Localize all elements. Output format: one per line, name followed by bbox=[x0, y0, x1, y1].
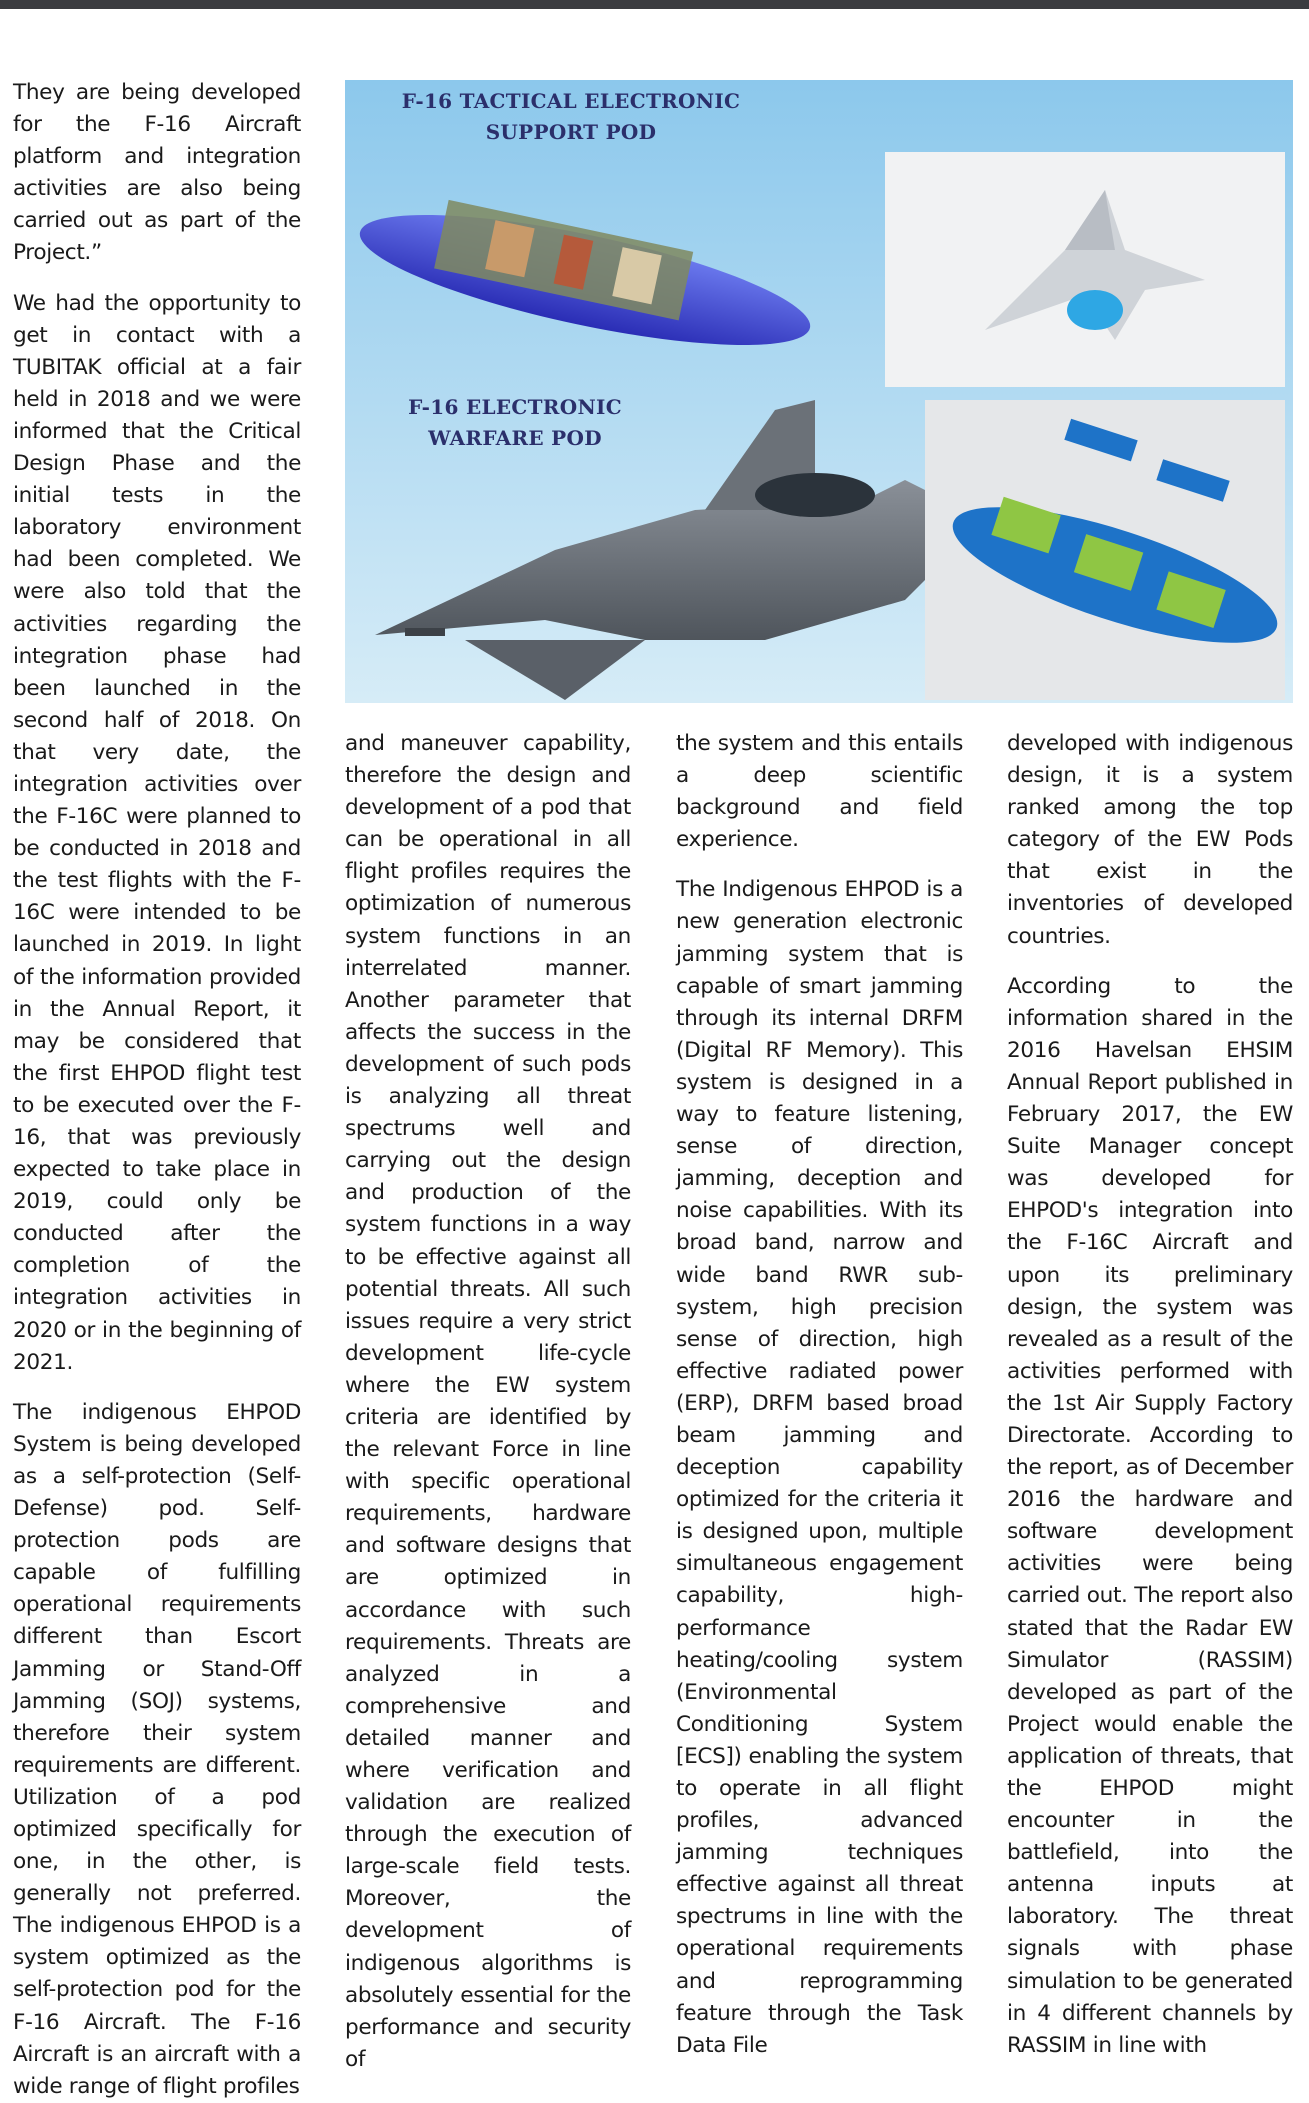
top-bar bbox=[0, 0, 1309, 9]
paragraph: developed with indigenous design, it is a system ranked among the top category of the EW Pods that exist in the inventories of developed countries. bbox=[1007, 731, 1293, 949]
text-column-3 bbox=[676, 728, 963, 2062]
text-column-2 bbox=[345, 728, 631, 2076]
paragraph: According to the information shared in the 2016 Havelsan EHSIM Annual Report published in February 2017, the EW Suite Manager concept was developed for EHPOD's integration into the F-16C Aircraft and upon its preliminary design, the system was revealed as a result of the activities performed with the 1st Air Supply Factory Directorate. According to the report, as of December 2016 the hardware and software development activities were being carried out. The report also stated that the Radar EW Simulator (RASSIM) developed as part of the Project would enable the application of threats, that the EHPOD might encounter in the battlefield, into the antenna inputs at laboratory. The threat signals with phase simulation to be generated in 4 different channels by RASSIM in line with bbox=[1007, 973, 1293, 2058]
text-column-4 bbox=[1007, 728, 1293, 2062]
ew-pod-figure bbox=[345, 80, 1293, 703]
paragraph: The indigenous EHPOD System is being developed as a self-protection (Self-Defense) pod. Self-protection pods are capable of fulfilling operational requirements different than Escort Jamming or Stand-Off Jamming (SOJ) systems, therefore their system requirements are different. Utilization of a pod optimized specifically for one, in the other, is generally not preferred. The indigenous EHPOD is a system optimized as the self-protection pod for the F-16 Aircraft. The F-16 Aircraft is an aircraft with a wide range of flight profiles bbox=[13, 1399, 301, 2099]
paragraph: They are being developed for the F-16 Aircraft platform and integration activities are also being carried out as part of the Project.” bbox=[13, 80, 301, 266]
jet-with-pod-panel bbox=[885, 152, 1285, 387]
label-tactical-support-pod: F-16 TACTICAL ELECTRONIC SUPPORT POD bbox=[401, 89, 741, 144]
label-electronic-warfare-pod: F-16 ELECTRONIC WARFARE POD bbox=[408, 395, 622, 450]
paragraph: We had the opportunity to get in contact with a TUBITAK official at a fair held in 2018 and we were informed that the Critical Design Phase and the initial tests in the laboratory environment had been completed. We were also told that the activities regarding the integration phase had been launched in the second half of 2018. On that very date, the integration activities over the F-16C were planned to be conducted in 2018 and the test flights with the F-16C were intended to be launched in 2019. In light of the information provided in the Annual Report, it may be considered that the first EHPOD flight test to be executed over the F-16, that was previously expected to take place in 2019, could only be conducted after the completion of the integration activities in 2020 or in the beginning of 2021. bbox=[13, 290, 301, 1375]
paragraph: and maneuver capability, therefore the design and development of a pod that can be operational in all flight profiles requires the optimization of numerous system functions in an interrelated manner. Another parameter that affects the success in the development of such pods is analyzing all threat spectrums well and carrying out the design and production of the system functions in a way to be effective against all potential threats. All such issues require a very strict development life-cycle where the EW system criteria are identified by the relevant Force in line with specific operational requirements, hardware and software designs that are optimized in accordance with such requirements. Threats are analyzed in a comprehensive and detailed manner and where verification and validation are realized through the execution of large-scale field tests. Moreover, the development of indigenous algorithms is absolutely essential for the performance and security of bbox=[345, 731, 631, 2072]
text-column-1 bbox=[13, 77, 301, 2103]
paragraph: the system and this entails a deep scientific background and field experience. bbox=[676, 731, 963, 853]
paragraph: The Indigenous EHPOD is a new generation electronic jamming system that is capable of smart jamming through its internal DRFM (Digital RF Memory). This system is designed in a way to feature listening, sense of direction, jamming, deception and noise capabilities. With its broad band, narrow and wide band RWR sub-system, high precision sense of direction, high effective radiated power (ERP), DRFM based broad beam jamming and deception capability optimized for the criteria it is designed upon, multiple simultaneous engagement capability, high-performance heating/cooling system (Environmental Conditioning System [ECS]) enabling the system to operate in all flight profiles, advanced jamming techniques effective against all threat spectrums in line with the operational requirements and reprogramming feature through the Task Data File bbox=[676, 877, 963, 2058]
electronic-warfare-pod-exploded bbox=[925, 400, 1291, 700]
